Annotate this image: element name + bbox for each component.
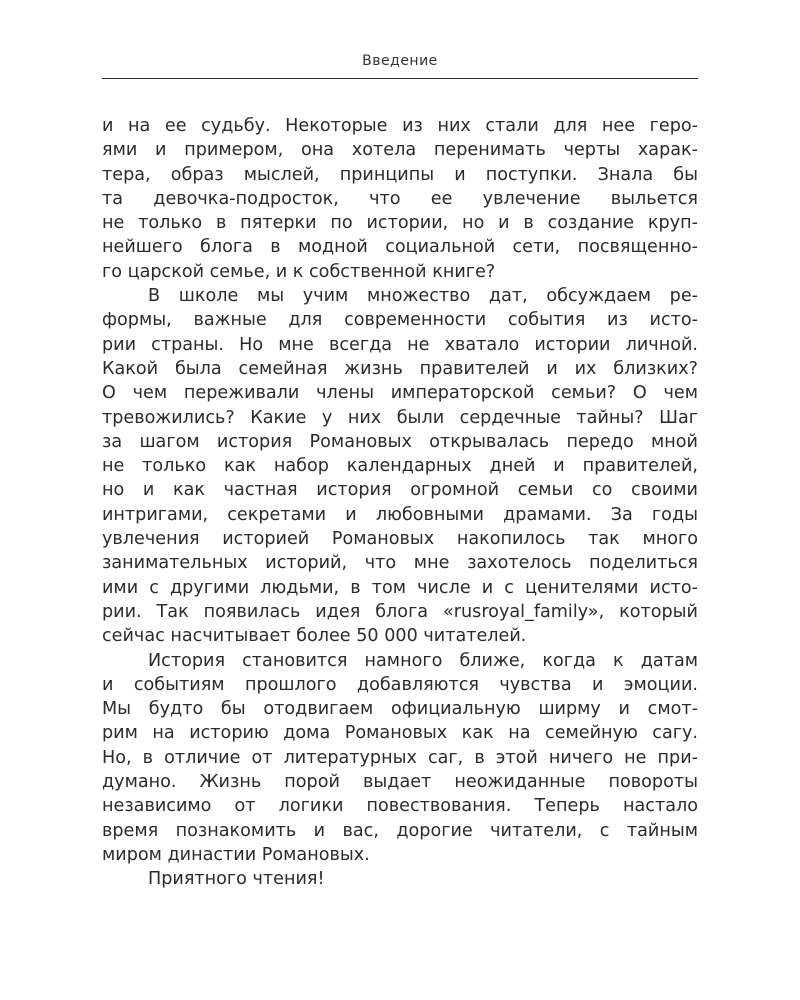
header-rule [102, 78, 698, 79]
text-line: О чем переживали члены императорской семьи? О чем [102, 383, 698, 404]
text-line: В школе мы учим множество дат, обсуждаем ре- [148, 286, 698, 307]
text-line: занимательных историй, что мне захотелось поделиться [102, 553, 698, 574]
text-line: интригами, секретами и любовными драмами. За годы [102, 504, 698, 525]
text-line: тера, образ мыслей, принципы и поступки. Знала бы [102, 164, 698, 185]
text-line: за шагом история Романовых открывалась передо мной [102, 431, 698, 452]
paragraph [102, 867, 698, 891]
text-line: думано. Жизнь порой выдает неожиданные повороты [102, 772, 698, 793]
text-line: независимо от логики повествования. Теперь настало [102, 796, 698, 817]
text-line: та девочка-подросток, что ее увлечение выльется [102, 188, 698, 209]
text-line: не только как набор календарных дней и правителей, [102, 456, 698, 477]
text-line: го царской семье, и к собственной книге? [102, 261, 496, 282]
text-line: Но, в отличие от литературных саг, в этой ничего не при- [102, 747, 698, 768]
body-text [102, 114, 698, 892]
text-line: время познакомить и вас, дорогие читатели, с тайным [102, 820, 698, 841]
text-line: нейшего блога в модной социальной сети, посвященно- [102, 237, 698, 258]
text-line: ими с другими людьми, в том числе и с ценителями исто- [102, 577, 698, 598]
text-line: Приятного чтения! [148, 869, 325, 890]
text-line: рим на историю дома Романовых как на семейную сагу. [102, 723, 698, 744]
paragraph [102, 114, 698, 284]
text-line: сейчас насчитывает более 50 000 читателей. [102, 626, 527, 647]
text-line: не только в пятерки по истории, но и в создание круп- [102, 213, 698, 234]
text-line: и на ее судьбу. Некоторые из них стали для нее геро- [102, 116, 698, 136]
text-line: увлечения историей Романовых накопилось так много [102, 529, 698, 550]
text-line: ями и примером, она хотела перенимать черты харак- [102, 140, 698, 161]
text-line: рии. Так появилась идея блога «rusroyal_family», который [102, 601, 698, 622]
text-line: формы, важные для современности события из исто- [102, 310, 698, 331]
text-line: миром династии Романовых. [102, 844, 370, 865]
text-line: и событиям прошлого добавляются чувства и эмоции. [102, 674, 698, 695]
paragraph [102, 284, 698, 648]
text-line: но и как частная история огромной семьи со своими [102, 480, 698, 501]
text-line: тревожились? Какие у них были сердечные тайны? Шаг [102, 407, 698, 428]
text-line: Какой была семейная жизнь правителей и их близких? [102, 358, 698, 379]
text-line: Мы будто бы отодвигаем официальную ширму и смот- [102, 699, 698, 720]
paragraph [102, 649, 698, 868]
text-line: История становится намного ближе, когда к датам [148, 650, 698, 671]
running-title: Введение [362, 53, 438, 69]
text-line: рии страны. Но мне всегда не хватало истории личной. [102, 334, 698, 355]
